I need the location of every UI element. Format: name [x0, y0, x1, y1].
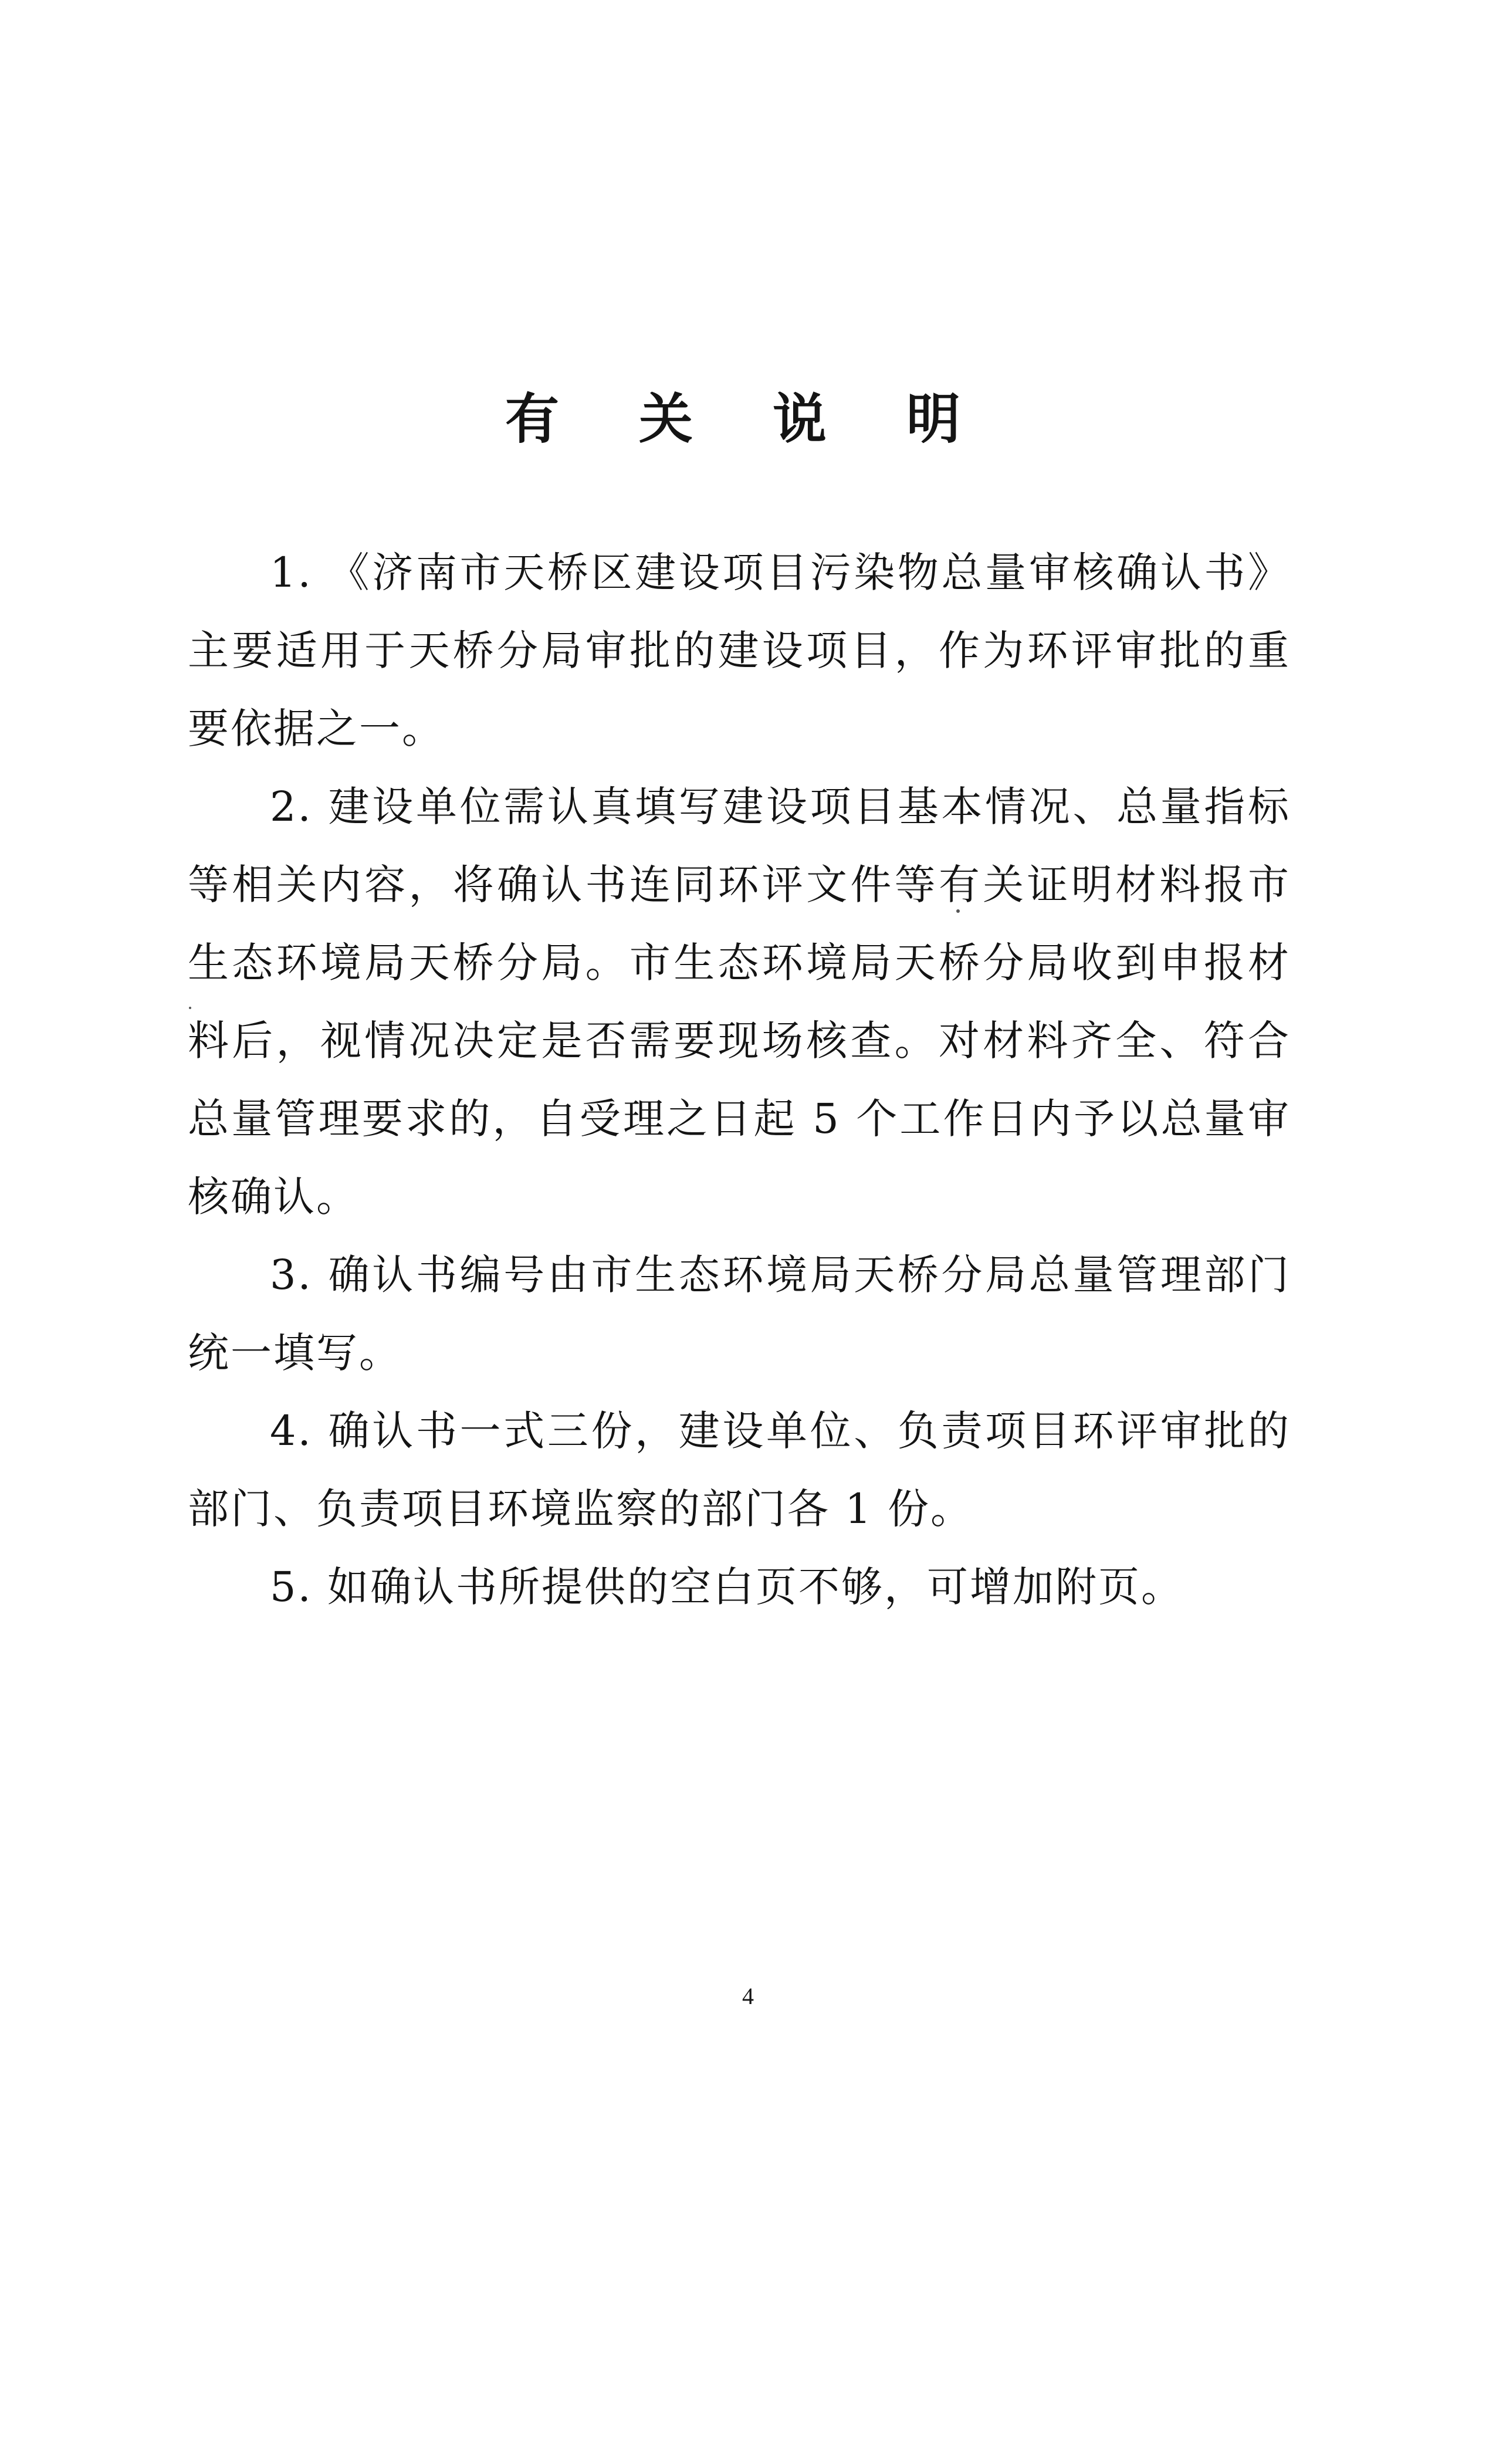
body-text [188, 534, 1291, 1626]
paragraph-4: 4. 确认书一式三份，建设单位、负责项目环评审批的部门、负责项目环境监察的部门各 1 份。 [188, 1407, 1291, 1533]
scan-speck [956, 909, 960, 913]
page-number: 4 [742, 1983, 754, 2009]
paragraph-1: 1. 《济南市天桥区建设项目污染物总量审核确认书》主要适用于天桥分局审批的建设项目，作为环评审批的重要依据之一。 [188, 549, 1291, 753]
page-title: 有 关 说 明 [505, 388, 991, 451]
scan-speck [189, 1007, 191, 1009]
paragraph-3: 3. 确认书编号由市生态环境局天桥分局总量管理部门统一填写。 [188, 1251, 1291, 1377]
paragraph-5: 5. 如确认书所提供的空白页不够，可增加附页。 [270, 1563, 1184, 1611]
paragraph-2: 2. 建设单位需认真填写建设项目基本情况、总量指标等相关内容，将确认书连同环评文件等有关证明材料报市生态环境局天桥分局。市生态环境局天桥分局收到申报材料后，视情况决定是否需要现场核查。对材料齐全、符合总量管理要求的，自受理之日起 5 个工作日内予以总量审核确认。 [188, 783, 1291, 1221]
